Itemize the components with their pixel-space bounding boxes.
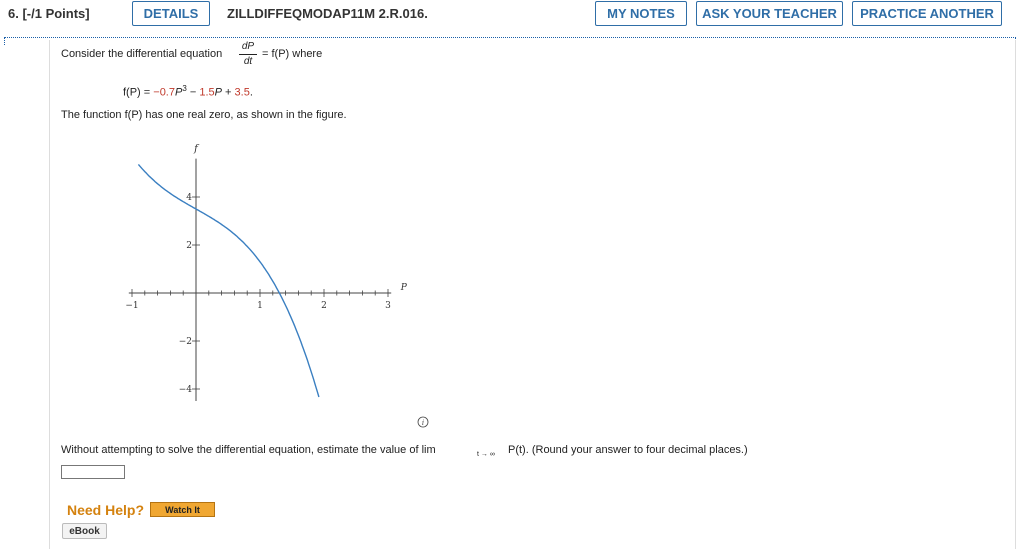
content-left-border bbox=[49, 40, 50, 549]
x-tick-label: 3 bbox=[385, 301, 391, 311]
fraction-line bbox=[239, 54, 257, 55]
plus-sign: + bbox=[221, 86, 235, 99]
limit-prompt-tail: P(t). (Round your answer to four decimal places.) bbox=[508, 444, 748, 456]
coef-linear: 1.5 bbox=[199, 86, 215, 99]
x-tick-label: 1 bbox=[257, 301, 263, 311]
y-tick-label: −4 bbox=[178, 385, 192, 395]
x-tick-label: 2 bbox=[321, 301, 327, 311]
coef-constant: 3.5 bbox=[234, 86, 250, 99]
function-curve bbox=[138, 164, 319, 397]
practice-another-button[interactable]: PRACTICE ANOTHER bbox=[852, 1, 1002, 26]
question-intro-tail: = f(P) where bbox=[262, 48, 323, 60]
function-definition bbox=[123, 84, 253, 99]
frac-numerator: dP bbox=[241, 41, 255, 52]
limit-subscript: t → ∞ bbox=[477, 451, 495, 458]
left-divider-tick bbox=[4, 37, 5, 45]
details-button[interactable]: DETAILS bbox=[132, 1, 210, 26]
var-p-cubic: P bbox=[174, 86, 183, 99]
question-number: 6. [-/1 Points] bbox=[8, 6, 90, 21]
exponent: 3 bbox=[182, 84, 187, 93]
ebook-button[interactable]: eBook bbox=[62, 523, 107, 539]
info-icon-glyph: i bbox=[421, 419, 425, 427]
header-divider bbox=[4, 37, 1016, 38]
function-graph bbox=[110, 135, 430, 435]
y-axis-label: f bbox=[194, 143, 198, 155]
y-tick-label: 4 bbox=[186, 193, 192, 203]
y-tick-label: 2 bbox=[186, 241, 192, 251]
answer-input[interactable] bbox=[61, 465, 125, 479]
question-intro: Consider the differential equation bbox=[61, 48, 223, 60]
function-lhs: f(P) = bbox=[123, 86, 154, 99]
coef-cubic: −0.7 bbox=[153, 86, 175, 99]
problem-code: ZILLDIFFEQMODAP11M 2.R.016. bbox=[227, 6, 428, 21]
y-tick-label: −2 bbox=[178, 337, 192, 347]
ask-teacher-button[interactable]: ASK YOUR TEACHER bbox=[696, 1, 843, 26]
content-right-border bbox=[1015, 40, 1016, 549]
minus-sign: − bbox=[186, 86, 200, 99]
x-tick-label: −1 bbox=[125, 301, 139, 311]
zero-statement: The function f(P) has one real zero, as shown in the figure. bbox=[61, 109, 347, 121]
frac-denominator: dt bbox=[243, 56, 253, 67]
x-axis-label: P bbox=[400, 283, 407, 293]
watch-it-button[interactable]: Watch It bbox=[150, 502, 215, 517]
period: . bbox=[249, 86, 253, 99]
var-p-linear: P bbox=[214, 86, 222, 99]
question-header bbox=[0, 0, 1024, 30]
my-notes-button[interactable]: MY NOTES bbox=[595, 1, 687, 26]
need-help-label: Need Help? bbox=[67, 502, 145, 518]
limit-prompt: Without attempting to solve the differential equation, estimate the value of lim bbox=[61, 444, 436, 456]
